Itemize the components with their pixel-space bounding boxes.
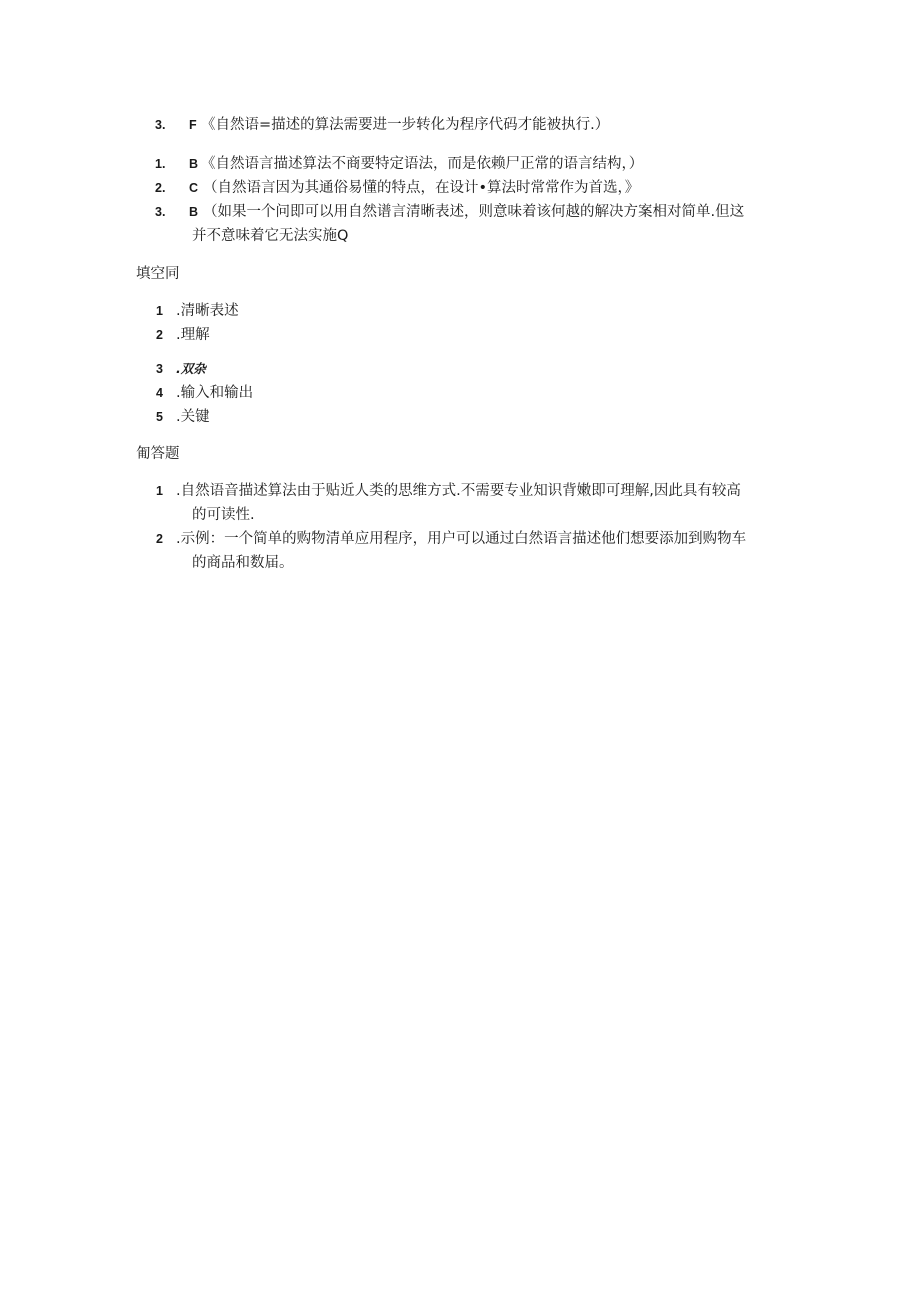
item-number: 1. bbox=[155, 157, 166, 171]
item-answer: B bbox=[189, 205, 199, 219]
item-explanation: 《自然语=描述的算法需要进一步转化为程序代码才能被执行.） bbox=[201, 117, 610, 133]
item-number: 3 bbox=[156, 362, 163, 376]
item-answer-text: .双杂 bbox=[176, 361, 206, 376]
item-number: 3. bbox=[155, 118, 166, 132]
item-answer-text-continued: 的商品和数届。 bbox=[192, 555, 294, 571]
item-number: 1 bbox=[156, 304, 163, 318]
item-explanation-continued: 并不意味着它无法实施Q bbox=[192, 228, 349, 244]
item-answer-text: .示例：一个简单的购物清单应用程序，用户可以通过白然语言描述他们想要添加到购物车 bbox=[176, 531, 747, 547]
item-answer-text: .输入和输出 bbox=[176, 385, 254, 401]
item-answer-text: .清晰表述 bbox=[176, 303, 239, 319]
item-explanation: 《自然语言描述算法不商要特定语法，而是依赖尸正常的语言结构，） bbox=[201, 156, 644, 172]
item-number: 2. bbox=[155, 181, 166, 195]
item-answer: B bbox=[189, 157, 199, 171]
short-answer-section-heading: 匍答题 bbox=[136, 446, 180, 462]
item-number: 3. bbox=[155, 205, 166, 219]
item-answer: F bbox=[189, 118, 197, 132]
item-explanation: （如果一个问即可以用自然谱言清晰表述，则意味着该何越的解决方案相对简单.但这 bbox=[203, 204, 745, 220]
item-number: 2 bbox=[156, 532, 163, 546]
item-number: 4 bbox=[156, 386, 163, 400]
item-answer-text: .自然语音描述算法由于贴近人类的思维方式.不需要专业知识背嫩即可理解,因此具有较高 bbox=[176, 483, 741, 499]
item-answer-text-continued: 的可读性. bbox=[192, 507, 255, 523]
fill-section-heading: 填空同 bbox=[136, 266, 180, 282]
item-number: 2 bbox=[156, 328, 163, 342]
item-number: 1 bbox=[156, 484, 163, 498]
item-number: 5 bbox=[156, 410, 163, 424]
item-answer: C bbox=[189, 181, 199, 195]
item-explanation: （自然语言因为其通俗易懂的特点，在设计•算法时常常作为首选，》 bbox=[203, 180, 640, 196]
item-answer-text: .关键 bbox=[176, 409, 210, 425]
item-answer-text: .理解 bbox=[176, 327, 210, 343]
